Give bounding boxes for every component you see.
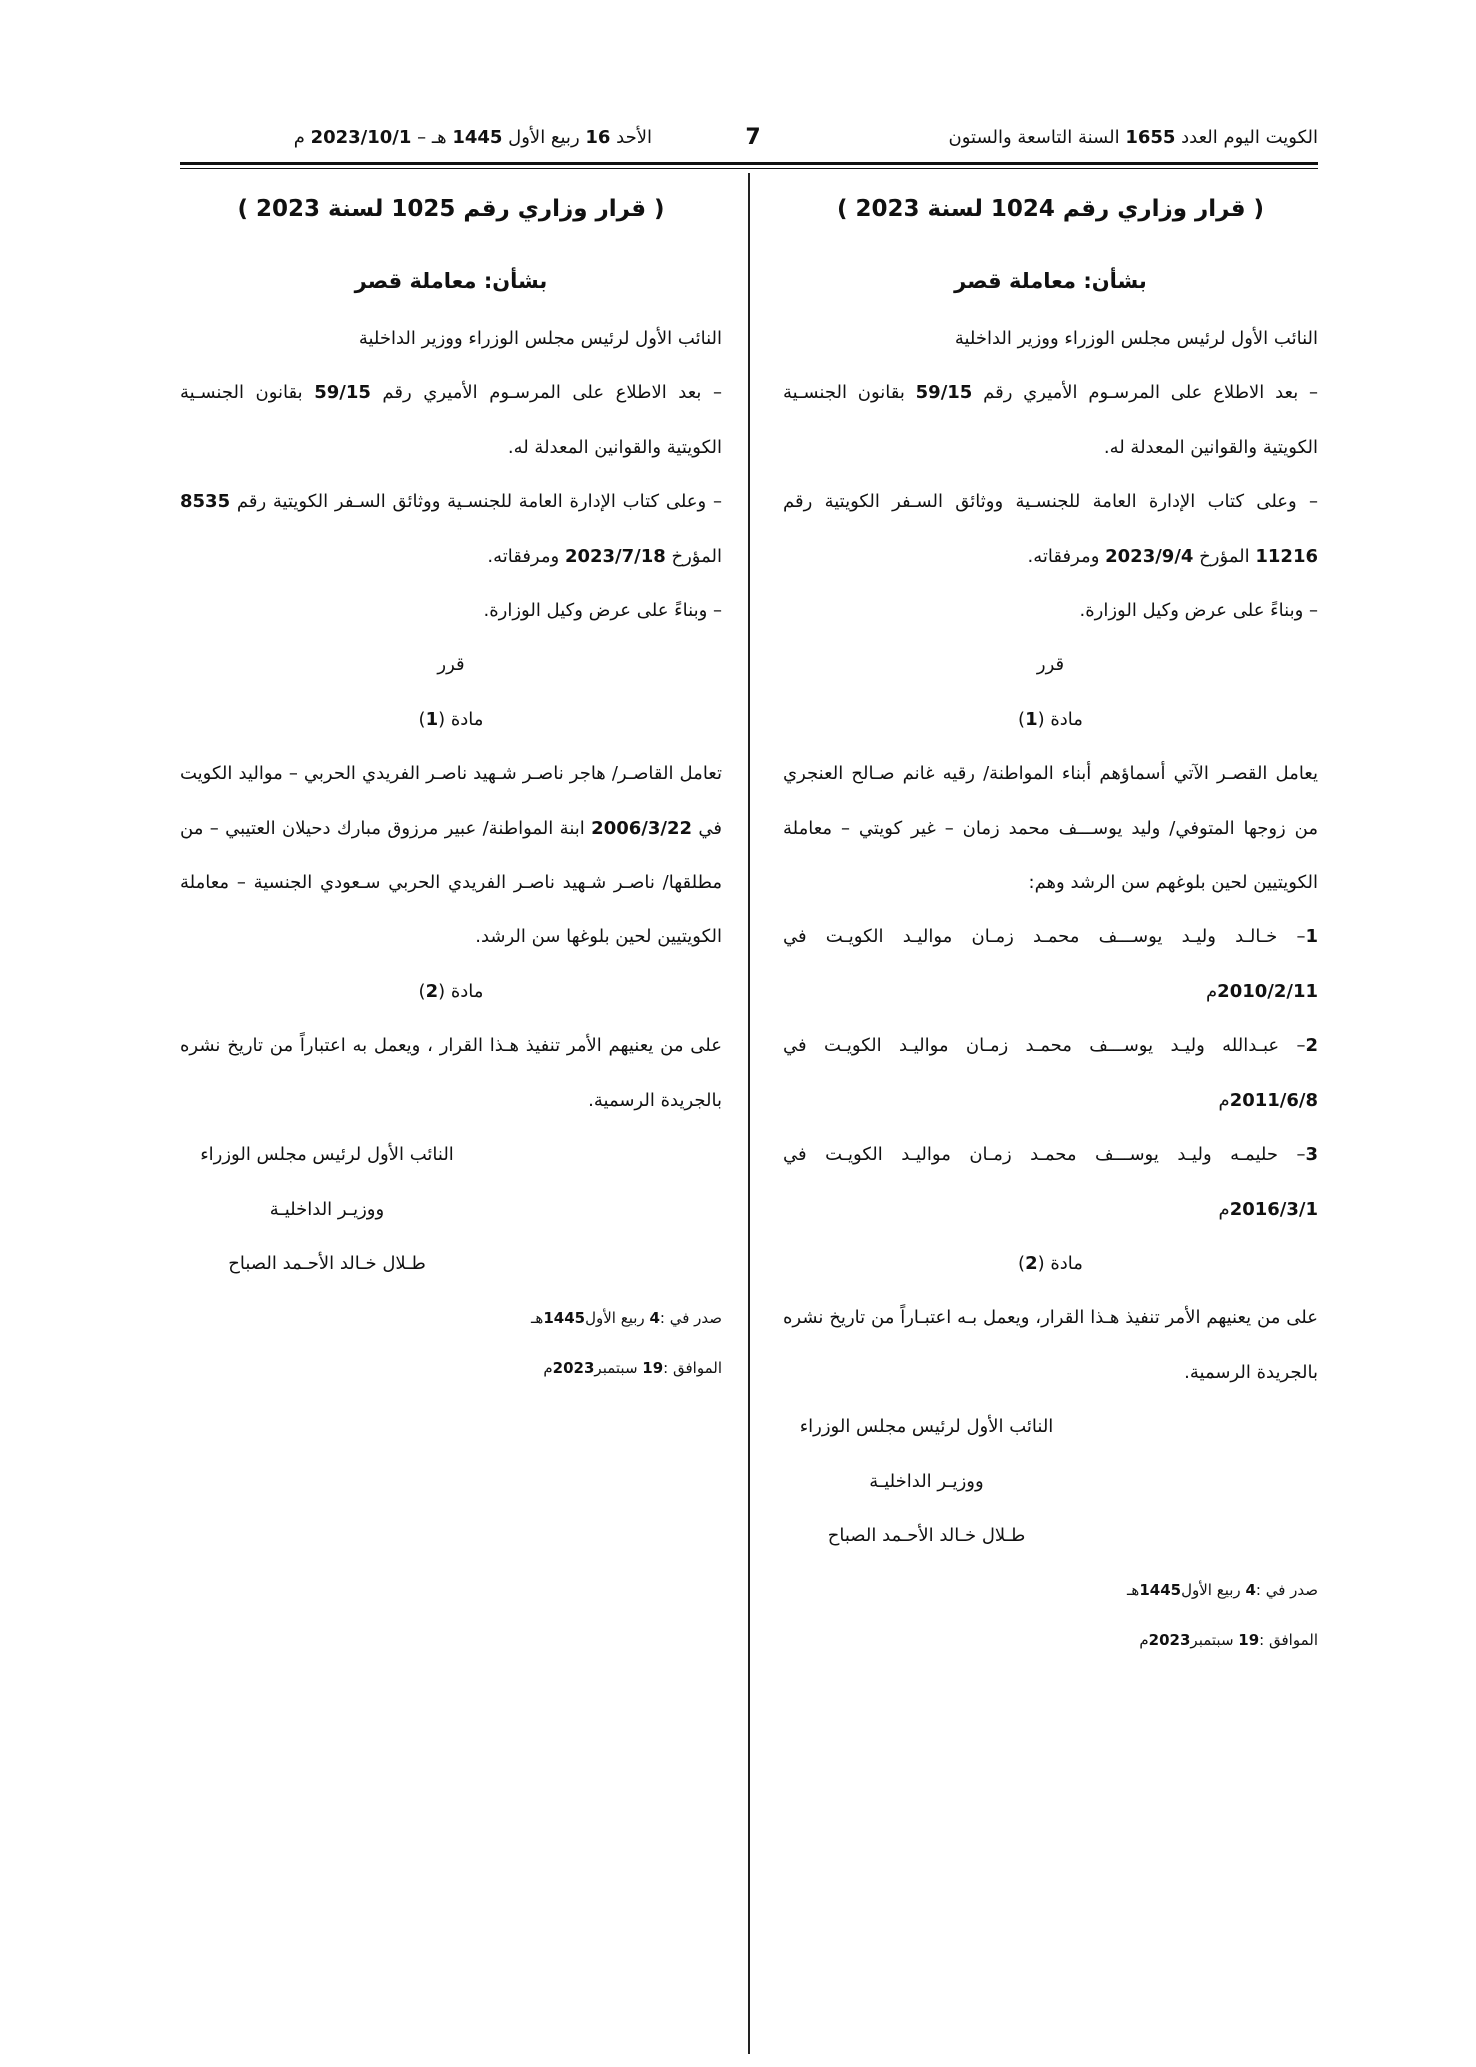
decision-title: ( قرار وزاري رقم 1024 لسنة 2023 )	[836, 196, 1265, 222]
article-2-heading: مادة (2)	[418, 980, 484, 1002]
number: 59/15	[314, 382, 371, 404]
number: 3	[1305, 1144, 1318, 1166]
preamble-item: – بعد الاطلاع على المرسـوم الأميري رقم 59/15 بقانون الجنسـية الكويتية والقوانين المعدلة له.	[783, 382, 1318, 458]
number: 4	[1245, 1581, 1256, 1600]
column-divider	[748, 173, 750, 2054]
header-date: الأحد 16 ربيع الأول 1445 هـ – 2023/10/1 م	[293, 127, 652, 148]
number: 59/15	[915, 382, 973, 404]
number: 2	[1025, 1252, 1038, 1274]
issued-hijri-date: صدر في :4 ربيع الأول1445هـ	[1127, 1581, 1318, 1600]
number: 2006/3/22	[591, 817, 692, 839]
signature-title-line: ووزيـر الداخليـة	[269, 1198, 385, 1220]
signature-block	[180, 1128, 722, 1291]
page-number: 7	[745, 125, 761, 150]
number: 1445	[1139, 1581, 1182, 1600]
number: 1	[1025, 708, 1038, 730]
number: 1445	[543, 1309, 586, 1328]
signature-title-line: النائب الأول لرئيس مجلس الوزراء	[799, 1416, 1054, 1438]
number: 1445	[452, 127, 503, 148]
number: 1	[1305, 926, 1318, 948]
number: 8535	[180, 491, 231, 513]
number: 19	[642, 1358, 664, 1377]
signature-block	[783, 1400, 1318, 1563]
issuer-line: النائب الأول لرئيس مجلس الوزراء ووزير الداخلية	[358, 328, 722, 349]
number: 2023/10/1	[310, 127, 412, 148]
number: 16	[585, 127, 611, 148]
preamble-item: – بعد الاطلاع على المرسـوم الأميري رقم 59/15 بقانون الجنسـية الكويتية والقوانين المعدلة له.	[180, 382, 722, 458]
preamble-item: – وعلى كتاب الإدارة العامة للجنسـية ووثائق السـفر الكويتية رقم 11216 المؤرخ 2023/9/4 ومرفقاته.	[783, 491, 1318, 567]
issued-hijri-date: صدر في :4 ربيع الأول1445هـ	[531, 1309, 722, 1328]
number: 2016/3/1	[1229, 1198, 1318, 1220]
number: 11216	[1255, 545, 1318, 567]
decision-subject: بشأن: معاملة قصر	[954, 269, 1147, 293]
preamble-item: – وبناءً على عرض وكيل الوزارة.	[483, 600, 722, 622]
number: 2023/7/18	[564, 545, 666, 567]
issued-gregorian-date: الموافق :19 سبتمبر2023م	[1139, 1630, 1318, 1649]
resolved-label: قرر	[437, 654, 465, 676]
resolved-label: قرر	[1036, 654, 1065, 676]
signatory-name: طـلال خـالد الأحـمد الصباح	[827, 1524, 1026, 1546]
decision-subject: بشأن: معاملة قصر	[354, 269, 548, 293]
signatory-name: طـلال خـالد الأحـمد الصباح	[228, 1252, 426, 1274]
issued-gregorian-date: الموافق :19 سبتمبر2023م	[543, 1358, 722, 1377]
header-issue-info: الكويت اليوم العدد 1655 السنة التاسعة والستون	[948, 127, 1318, 148]
article-2-body: على من يعنيهم الأمر تنفيذ هـذا القرار، ويعمل بـه اعتبـاراً من تاريخ نشره بالجريدة الرسمية.	[783, 1307, 1318, 1383]
number: 2023	[552, 1358, 595, 1377]
minor-list-item: 3– حليمـه وليـد يوســـف محمـد زمـان مواليـد الكويـت في 2016/3/1م	[783, 1144, 1318, 1220]
minor-list-item: 2– عبـدالله وليـد يوســـف محمـد زمـان مواليـد الكويـت في 2011/6/8م	[783, 1035, 1318, 1111]
number: 2010/2/11	[1217, 980, 1318, 1002]
article-1-body: يعامل القصـر الآتي أسماؤهم أبناء المواطنة/ رقيه غانم صـالح العنجري من زوجها المتوفي/ وليد يوســـف محمد زمان – غير كويتي – معاملة الكويتيين لحين بلوغهم سن الرشد وهم:	[783, 763, 1318, 894]
signature-title-line: ووزيـر الداخليـة	[869, 1470, 984, 1492]
decision-1024-column	[783, 178, 1318, 1663]
decision-title: ( قرار وزاري رقم 1025 لسنة 2023 )	[237, 196, 665, 222]
decision-1025-column	[180, 178, 722, 1391]
number: 19	[1238, 1630, 1260, 1649]
number: 2	[425, 980, 439, 1002]
number: 2023	[1148, 1630, 1191, 1649]
preamble-item: – وعلى كتاب الإدارة العامة للجنسـية ووثائق السـفر الكويتية رقم 8535 المؤرخ 2023/7/18 ومرفقاته.	[180, 491, 722, 567]
number: 1	[425, 708, 439, 730]
number: 2011/6/8	[1229, 1089, 1318, 1111]
header-rule-thin	[180, 168, 1318, 169]
number: 1655	[1125, 127, 1176, 148]
article-1-heading: مادة (1)	[1018, 708, 1083, 730]
number: 4	[649, 1309, 660, 1328]
number: 2	[1305, 1035, 1318, 1057]
article-1-heading: مادة (1)	[418, 708, 484, 730]
number: 2023/9/4	[1105, 545, 1194, 567]
signature-title-line: النائب الأول لرئيس مجلس الوزراء	[200, 1144, 454, 1166]
preamble-item: – وبناءً على عرض وكيل الوزارة.	[1079, 600, 1318, 622]
article-1-body: تعامل القاصـر/ هاجر ناصـر شـهيد ناصـر الفريدي الحربي – مواليد الكويت في 2006/3/22 ابنة المواطنة/ عبير مرزوق مبارك دحيلان العتيبي – من مطلقها/ ناصـر شـهيد ناصـر الفريدي الحربي سـعودي الجنسية – معاملة الكويتيين لحين بلوغها سن الرشد.	[180, 763, 722, 948]
header-rule-thick	[180, 162, 1318, 165]
article-2-body: على من يعنيهم الأمر تنفيذ هـذا القرار ، ويعمل به اعتباراً من تاريخ نشره بالجريدة الرسمية.	[180, 1035, 722, 1111]
issuer-line: النائب الأول لرئيس مجلس الوزراء ووزير الداخلية	[954, 328, 1318, 349]
article-2-heading: مادة (2)	[1018, 1252, 1083, 1274]
minor-list-item: 1– خـالـد وليـد يوســـف محمـد زمـان مواليـد الكويـت في 2010/2/11م	[783, 926, 1318, 1002]
